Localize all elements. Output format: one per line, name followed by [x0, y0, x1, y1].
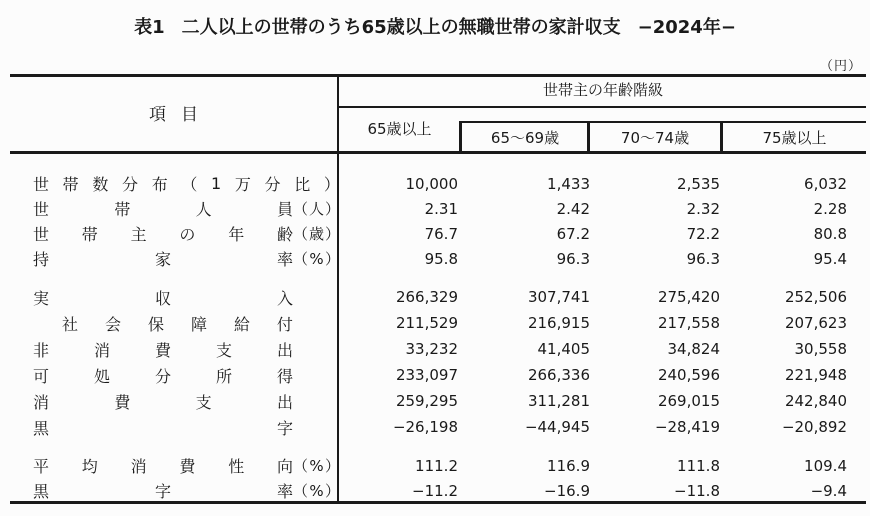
row-label-name: 黒 字 率 — [33, 482, 293, 501]
value-cell-65-69: 116.9 — [547, 456, 590, 475]
row-label-name: 持 家 率 — [33, 250, 293, 269]
row-label — [33, 414, 340, 440]
table-body — [10, 154, 866, 503]
row-label-name: 社 会 保 障 給 付 — [62, 314, 293, 334]
value-cell-70-74: 96.3 — [686, 249, 720, 268]
value-cell-70-74: 111.8 — [677, 456, 720, 475]
value-cell-65-69: −16.9 — [544, 481, 590, 500]
table-row — [10, 336, 866, 362]
value-cell-75plus: 2.28 — [813, 199, 847, 218]
item-header-char: 目 — [181, 105, 198, 125]
value-cell-65-69: 2.42 — [556, 199, 590, 218]
row-label — [33, 362, 340, 388]
row-label-unit: （ 人 ） — [293, 200, 340, 218]
item-header-char: 項 — [149, 105, 166, 125]
value-cell-65-69: 67.2 — [556, 224, 590, 243]
sub-column-header-75plus: 75歳以上 — [762, 128, 827, 147]
row-label-name: 世 帯 数 分 布 （ 1 万 分 比 ） — [33, 174, 340, 194]
table-row — [10, 284, 866, 310]
row-label — [33, 171, 340, 196]
table-row — [10, 221, 866, 246]
table-row — [10, 478, 866, 503]
value-cell-70-74: 2,535 — [677, 174, 720, 193]
item-header-cell — [10, 74, 337, 151]
row-label-name: 可 処 分 所 得 — [33, 366, 293, 386]
table-title — [0, 13, 870, 39]
value-cell-65plus: 266,329 — [395, 288, 458, 306]
value-cell-75plus: 95.4 — [813, 249, 847, 268]
row-label-name: 平 均 消 費 性 向 — [33, 457, 293, 476]
row-label — [33, 453, 340, 478]
total-column-header: 65歳以上 — [367, 120, 432, 138]
row-label — [33, 284, 340, 310]
row-label-unit: （ 歳 ） — [293, 225, 340, 243]
table-row — [10, 362, 866, 388]
table-row — [10, 196, 866, 221]
row-label-name: 実 収 入 — [33, 288, 293, 308]
row-label-name: 世 帯 主 の 年 齢 — [33, 225, 293, 244]
row-label — [33, 388, 340, 414]
value-cell-70-74: 34,824 — [667, 340, 720, 358]
value-cell-65-69: 311,281 — [527, 392, 590, 410]
value-cell-65plus: 259,295 — [395, 392, 458, 410]
row-label-name: 非 消 費 支 出 — [33, 340, 293, 360]
value-cell-65plus: 76.7 — [424, 224, 458, 243]
value-cell-65plus: 211,529 — [395, 314, 458, 332]
row-label — [33, 246, 340, 271]
row-block — [10, 453, 866, 503]
value-cell-65plus: 33,232 — [405, 340, 458, 358]
row-block — [10, 284, 866, 440]
value-cell-65-69: 1,433 — [547, 174, 590, 193]
group-header-cell: 世帯主の年齢階級 — [542, 81, 663, 99]
sub-column-header-65-69: 65〜69歳 — [490, 128, 560, 147]
value-cell-70-74: 240,596 — [657, 366, 720, 384]
row-label — [33, 478, 340, 503]
value-cell-75plus: 109.4 — [804, 456, 847, 475]
title-table-number: 表1 — [134, 17, 165, 38]
value-cell-75plus: 207,623 — [784, 314, 847, 332]
value-cell-75plus: 242,840 — [784, 392, 847, 410]
value-cell-65-69: 266,336 — [527, 366, 590, 384]
table-row — [10, 388, 866, 414]
row-label-name: 世 帯 人 員 — [33, 200, 293, 219]
table-row — [10, 310, 866, 336]
value-cell-65-69: −44,945 — [524, 418, 590, 436]
value-cell-75plus: 252,506 — [784, 288, 847, 306]
table-row — [10, 171, 866, 196]
table-row — [10, 246, 866, 271]
value-cell-65-69: 41,405 — [537, 340, 590, 358]
value-cell-75plus: 80.8 — [813, 224, 847, 243]
value-cell-65plus: −11.2 — [412, 481, 458, 500]
value-cell-75plus: 30,558 — [794, 340, 847, 358]
value-cell-70-74: −11.8 — [674, 481, 720, 500]
subheader-divider-1 — [459, 121, 462, 154]
row-label-unit: （ % ） — [293, 456, 340, 475]
value-cell-70-74: 217,558 — [657, 314, 720, 332]
row-label-unit: （ % ） — [293, 481, 340, 500]
table-row — [10, 414, 866, 440]
row-label — [33, 221, 340, 246]
value-cell-70-74: −28,419 — [654, 418, 720, 436]
row-label-name: 消 費 支 出 — [33, 392, 293, 412]
value-cell-75plus: −20,892 — [781, 418, 847, 436]
unit-note: （円） — [819, 59, 862, 74]
value-cell-65plus: 10,000 — [405, 174, 458, 193]
value-cell-75plus: 6,032 — [804, 174, 847, 193]
value-cell-70-74: 269,015 — [657, 392, 720, 410]
value-cell-65-69: 96.3 — [556, 249, 590, 268]
value-cell-70-74: 72.2 — [686, 224, 720, 243]
sub-column-header-70-74: 70〜74歳 — [620, 128, 690, 147]
value-cell-65plus: 233,097 — [395, 366, 458, 384]
row-label — [33, 336, 340, 362]
row-label-unit: （ % ） — [293, 249, 340, 268]
value-cell-65plus: 2.31 — [424, 199, 458, 218]
value-cell-65-69: 307,741 — [527, 288, 590, 306]
value-cell-70-74: 275,420 — [657, 288, 720, 306]
row-label — [33, 196, 340, 221]
row-label — [33, 310, 340, 336]
value-cell-65plus: 111.2 — [415, 456, 458, 475]
row-block — [10, 171, 866, 271]
value-cell-75plus: −9.4 — [810, 481, 847, 500]
row-label-name: 黒 字 — [33, 418, 293, 438]
title-year: −2024年− — [637, 17, 736, 38]
value-cell-65plus: 95.8 — [424, 249, 458, 268]
value-cell-70-74: 2.32 — [686, 199, 720, 218]
value-cell-75plus: 221,948 — [784, 366, 847, 384]
value-cell-65-69: 216,915 — [527, 314, 590, 332]
table-row — [10, 453, 866, 478]
household-table — [10, 74, 866, 504]
title-main-text: 二人以上の世帯のうち65歳以上の無職世帯の家計収支 — [181, 17, 621, 38]
value-cell-65plus: −26,198 — [392, 418, 458, 436]
